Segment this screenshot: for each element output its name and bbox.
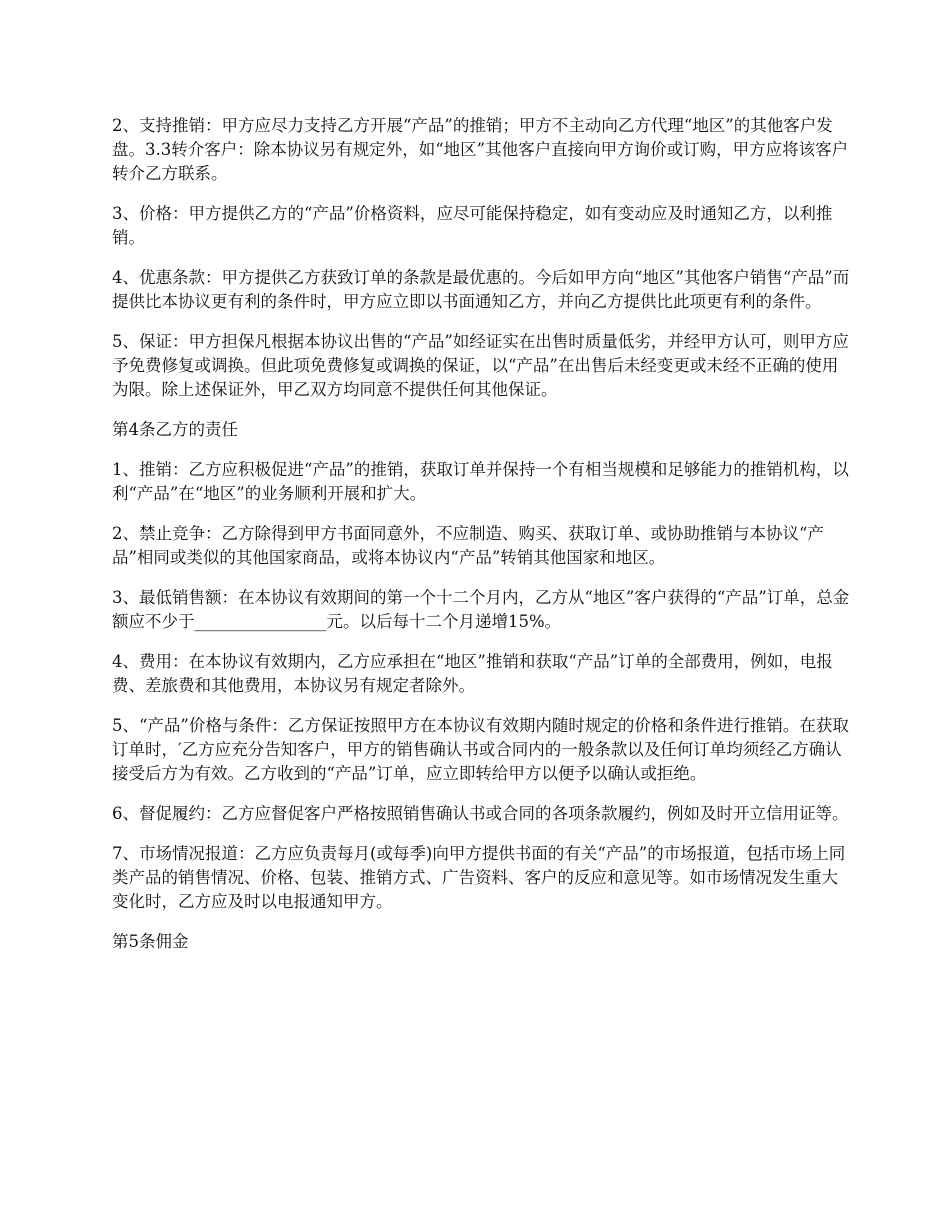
clause-3-3-price: 3、价格：甲方提供乙方的“产品”价格资料，应尽可能保持稳定，如有变动应及时通知乙方，以利推销。 xyxy=(112,204,833,247)
clause-4-4-expenses: 4、费用：在本协议有效期内，乙方应承担在“地区”推销和获取“产品”订单的全部费用，例如，电报费、差旅费和其他费用，本协议另有规定者除外。 xyxy=(112,652,833,695)
section-4-title: 第4条乙方的责任 xyxy=(112,420,238,439)
clause-4-3-minimum-sales: 3、最低销售额：在本协议有效期间的第一个十二个月内，乙方从“地区”客户获得的“产品”订单，总金额应不少于________________元。以后每十二个月递增15%。 xyxy=(112,588,850,631)
clause-3-4-preferential-terms: 4、优惠条款：甲方提供乙方获致订单的条款是最优惠的。今后如甲方向“地区”其他客户销售“产品”而提供比本协议更有利的条件时，甲方应立即以书面通知乙方，并向乙方提供比此项更有利的条件。 xyxy=(112,268,850,311)
clause-4-5-price-and-terms: 5、“产品”价格与条件：乙方保证按照甲方在本协议有效期内随时规定的价格和条件进行推销。在获取订单时，′乙方应充分告知客户，甲方的销售确认书或合同内的一般条款以及任何订单均须经乙方确认接受后方为有效。乙方收到的“产品”订单，应立即转给甲方以便予以确认或拒绝。 xyxy=(112,716,849,783)
clause-4-2-non-competition: 2、禁止竞争：乙方除得到甲方书面同意外，不应制造、购买、获取订单、或协助推销与本协议“产品”相同或类似的其他国家商品，或将本协议内“产品”转销其他国家和地区。 xyxy=(112,524,824,567)
document-page xyxy=(112,114,852,970)
clause-4-6-performance: 6、督促履约：乙方应督促客户严格按照销售确认书或合同的各项条款履约，例如及时开立信用证等。 xyxy=(112,804,849,823)
clause-3-5-warranty: 5、保证：甲方担保凡根据本协议出售的“产品”如经证实在出售时质量低劣，并经甲方认可，则甲方应予免费修复或调换。但此项免费修复或调换的保证，以“产品”在出售后未经变更或未经不正确的使用为限。除上述保证外，甲乙双方均同意不提供任何其他保证。 xyxy=(112,332,849,399)
section-5-title: 第5条佣金 xyxy=(112,932,189,951)
clause-3-2-promotion-support: 2、支持推销：甲方应尽力支持乙方开展“产品”的推销；甲方不主动向乙方代理“地区”的其他客户发盘。3.3转介客户：除本协议另有规定外，如“地区”其他客户直接向甲方询价或订购，甲方应将该客户转介乙方联系。 xyxy=(112,116,849,183)
clause-4-7-market-report: 7、市场情况报道：乙方应负责每月(或每季)向甲方提供书面的有关“产品”的市场报道，包括市场上同类产品的销售情况、价格、包装、推销方式、广告资料、客户的反应和意见等。如市场情况发生重大变化时，乙方应及时以电报通知甲方。 xyxy=(112,844,846,911)
clause-4-1-promotion: 1、推销：乙方应积极促进“产品”的推销，获取订单并保持一个有相当规模和足够能力的推销机构，以利“产品”在“地区”的业务顺利开展和扩大。 xyxy=(112,460,849,503)
